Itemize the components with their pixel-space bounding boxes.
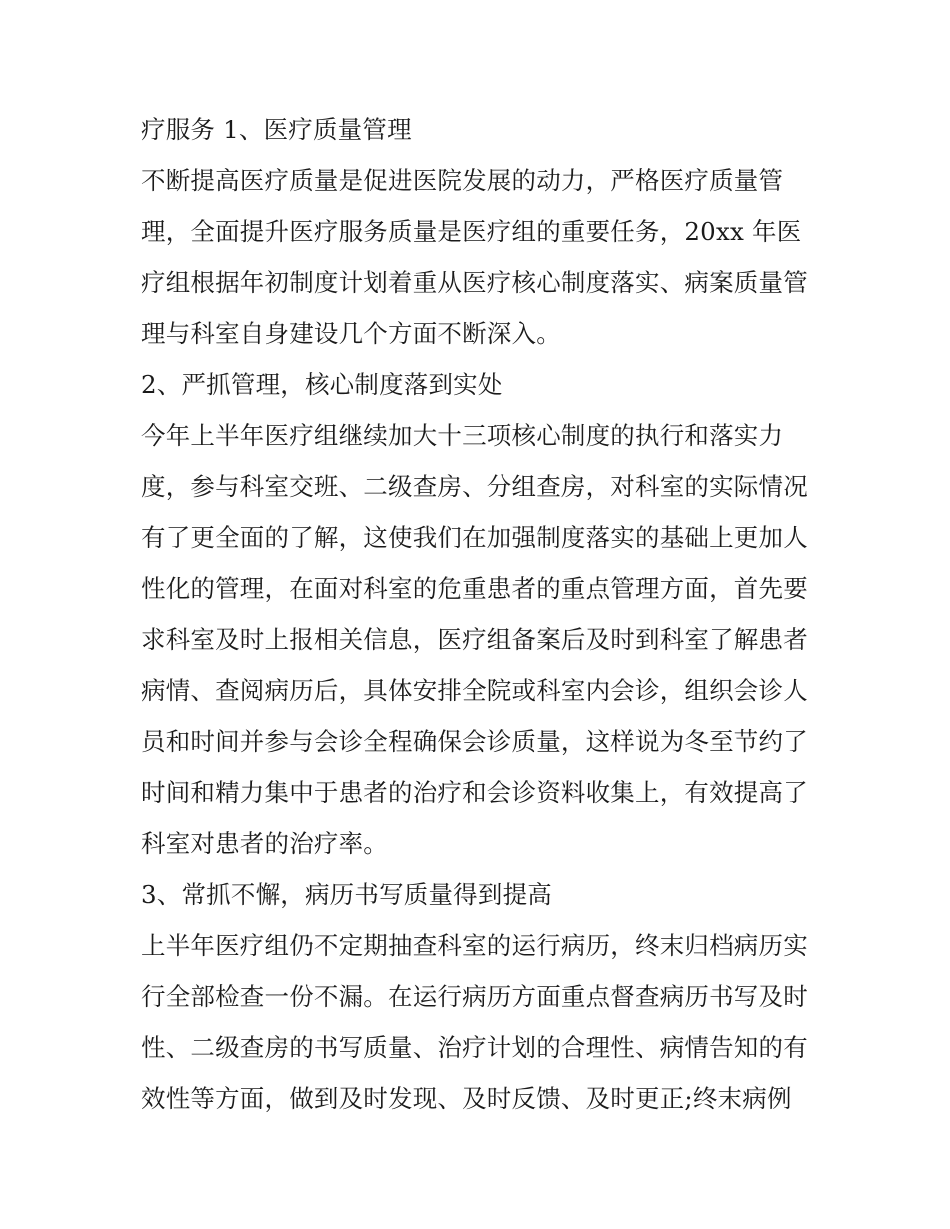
text-line: 时间和精力集中于患者的治疗和会诊资料收集上，有效提高了	[141, 778, 808, 807]
text-line: 疗组根据年初制度计划着重从医疗核心制度落实、病案质量管	[141, 268, 808, 297]
text-line: 性化的管理，在面对科室的危重患者的重点管理方面，首先要	[141, 574, 808, 603]
text-line: 理，全面提升医疗服务质量是医疗组的重要任务，20xx 年医	[141, 217, 802, 246]
text-line: 病情、查阅病历后，具体安排全院或科室内会诊，组织会诊人	[141, 676, 808, 705]
text-line: 效性等方面，做到及时发现、及时反馈、及时更正;终末病例	[141, 1084, 792, 1113]
text-line: 员和时间并参与会诊全程确保会诊质量，这样说为冬至节约了	[141, 727, 808, 756]
section-heading: 3、常抓不懈，病历书写质量得到提高	[141, 880, 552, 909]
text-line: 今年上半年医疗组继续加大十三项核心制度的执行和落实力	[141, 421, 784, 450]
text-line: 理与科室自身建设几个方面不断深入。	[141, 319, 561, 348]
text-line: 上半年医疗组仍不定期抽查科室的运行病历，终末归档病历实	[141, 931, 808, 960]
text-line: 有了更全面的了解，这使我们在加强制度落实的基础上更加人	[141, 523, 808, 552]
text-line: 求科室及时上报相关信息，医疗组备案后及时到科室了解患者	[141, 625, 808, 654]
text-line: 不断提高医疗质量是促进医院发展的动力，严格医疗质量管	[141, 166, 784, 195]
section-heading: 2、严抓管理，核心制度落到实处	[141, 370, 503, 399]
text-line: 性、二级查房的书写质量、治疗计划的合理性、病情告知的有	[141, 1033, 808, 1062]
text-line: 科室对患者的治疗率。	[141, 829, 388, 858]
text-line: 疗服务 1、医疗质量管理	[141, 115, 412, 144]
text-line: 度，参与科室交班、二级查房、分组查房，对科室的实际情况	[141, 472, 808, 501]
text-line: 行全部检查一份不漏。在运行病历方面重点督查病历书写及时	[141, 982, 808, 1011]
